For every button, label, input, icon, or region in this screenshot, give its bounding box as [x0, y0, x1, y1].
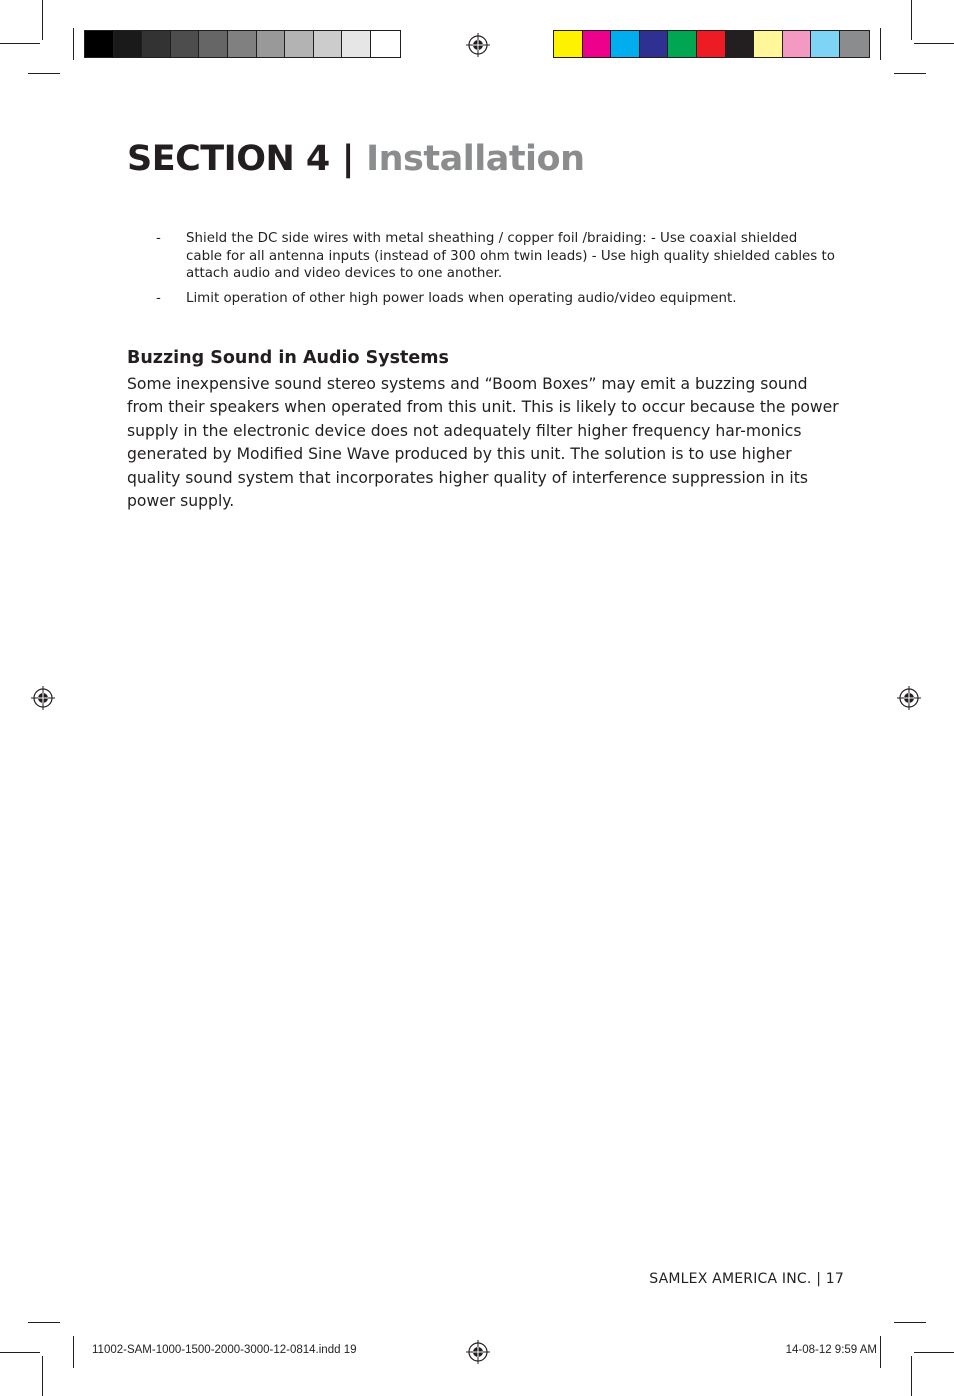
registration-mark-icon [31, 686, 55, 710]
registration-mark-icon [897, 686, 921, 710]
crop-mark [914, 43, 954, 44]
process-color-bar [553, 30, 870, 58]
color-swatch [840, 31, 869, 57]
crop-mark [42, 0, 43, 40]
color-swatch [783, 31, 812, 57]
color-swatch [754, 31, 783, 57]
color-swatch [811, 31, 840, 57]
crop-mark [73, 1336, 74, 1368]
color-swatch [371, 31, 400, 57]
section-heading: Buzzing Sound in Audio Systems [127, 348, 449, 368]
list-item [156, 290, 836, 308]
list-item-text: Limit operation of other high power loads when operating audio/video equipment. [186, 290, 737, 306]
crop-mark [914, 1352, 954, 1353]
color-swatch [314, 31, 343, 57]
registration-mark-icon [466, 33, 490, 57]
color-swatch [554, 31, 583, 57]
color-swatch [726, 31, 755, 57]
crop-mark [0, 1352, 40, 1353]
section-title: Installation [366, 139, 585, 179]
color-swatch [257, 31, 286, 57]
section-paragraph: Some inexpensive sound stereo systems and “Boom Boxes” may emit a buzzing sound from their speakers when operated from this unit. This is likely to occur because the power supply in the electronic device does not adequately filter higher frequency har-monics generated by Modified Sine Wave produced by this unit. The solution is to use higher quality sound system that incorporates higher quality of interference suppression in its power supply. [127, 375, 839, 511]
color-swatch [142, 31, 171, 57]
color-swatch [640, 31, 669, 57]
crop-mark [911, 1356, 912, 1396]
crop-mark [42, 1356, 43, 1396]
registration-mark-icon [466, 1340, 490, 1364]
color-swatch [611, 31, 640, 57]
page-footer: SAMLEX AMERICA INC. | 17 [649, 1271, 844, 1287]
crop-mark [28, 73, 60, 74]
page-title [127, 136, 585, 182]
color-swatch [199, 31, 228, 57]
slug-timestamp: 14-08-12 9:59 AM [785, 1344, 877, 1356]
list-item [156, 230, 836, 283]
color-swatch [85, 31, 114, 57]
crop-mark [0, 43, 40, 44]
color-swatch [228, 31, 257, 57]
bullet-marker: - [156, 231, 161, 246]
crop-mark [911, 0, 912, 40]
crop-mark [880, 28, 881, 60]
title-separator: | [341, 139, 355, 179]
color-swatch [285, 31, 314, 57]
slug-filename: 11002-SAM-1000-1500-2000-3000-12-0814.indd 19 [92, 1344, 357, 1356]
section-label: SECTION 4 [127, 139, 330, 179]
crop-mark [894, 1322, 926, 1323]
color-swatch [668, 31, 697, 57]
bullet-list [156, 230, 836, 314]
color-swatch [171, 31, 200, 57]
list-item-text: Shield the DC side wires with metal sheathing / copper foil /braiding: - Use coaxial shielded cable for all antenna inputs (instead of 300 ohm twin leads) - Use high quality shielded cables to attach audio and video devices to one another. [186, 231, 835, 282]
crop-mark [28, 1322, 60, 1323]
grayscale-color-bar [84, 30, 401, 58]
color-swatch [114, 31, 143, 57]
crop-mark [880, 1336, 881, 1368]
color-swatch [583, 31, 612, 57]
color-swatch [342, 31, 371, 57]
crop-mark [73, 28, 74, 60]
crop-mark [894, 73, 926, 74]
bullet-marker: - [156, 290, 161, 306]
color-swatch [697, 31, 726, 57]
